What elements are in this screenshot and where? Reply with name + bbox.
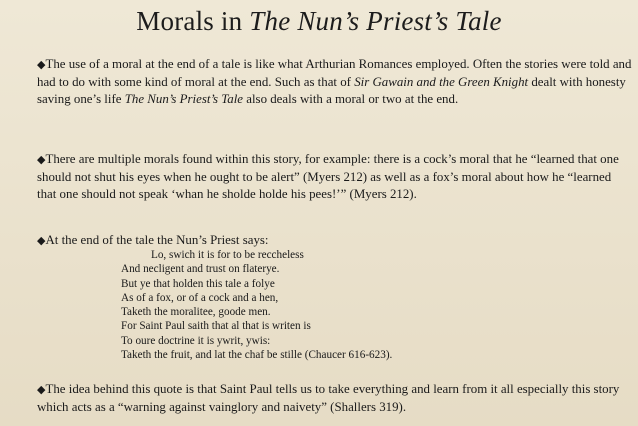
bullet-2-text: There are multiple morals found within this story, for example: there is a cock’s moral that he “learned that one should not shut his eyes when he ought to be alert” (Myers 212) as well as a fox’s moral about how he “learned that one should not speak ‘whan he sholde holde his pees!’” (Myers 212). [37,152,619,202]
bullet-1-text-2: dealt with honesty saving one’s life [37,75,626,107]
slide-title [0,6,638,37]
quote-line: To oure doctrine it is ywrit, ywis: [121,334,271,347]
bullet-idea-behind-quote [37,381,633,416]
bullet-multiple-morals [37,151,633,204]
bullet-1-italic-2: The Nun’s Priest’s Tale [124,92,244,107]
quote-line: Taketh the fruit, and lat the chaf be stille (Chaucer 616-623). [121,349,393,362]
quote-line: Taketh the moralitee, goode men. [121,306,271,319]
bullet-3-text: At the end of the tale the Nun’s Priest says: [45,233,269,247]
quote-line: Lo, swich it is for to be reccheless [151,249,304,261]
diamond-bullet-icon: ◆ [37,59,46,71]
bullet-1-text-3: also deals with a moral or two at the end. [243,92,459,107]
quote-line: But ye that holden this tale a folye [121,277,275,290]
bullet-1-text-1: The use of a moral at the end of a tale is like what Arthurian Romances employed. Often the stories were told and had to do with some kind of moral at the end. Such as that of [37,57,632,90]
diamond-bullet-icon: ◆ [37,384,46,396]
quote-line: And necligent and trust on flaterye. [121,263,280,276]
bullet-4-text: The idea behind this quote is that Saint Paul tells us to take everything and learn from it all especially this story which acts as a “warning against vainglory and naivety” (Shallers 319). [37,382,620,415]
bullet-arthurian-romances [37,56,633,109]
quote-line: For Saint Paul saith that al that is writen is [121,320,311,333]
quote-line: As of a fox, or of a cock and a hen, [121,291,279,304]
title-italic: The Nun’s Priest’s Tale [249,6,502,36]
chaucer-quote [121,248,392,362]
bullet-1-italic-1: Sir Gawain and the Green Knight [354,75,529,90]
diamond-bullet-icon: ◆ [37,154,46,166]
title-prefix: Morals in [136,6,250,36]
diamond-bullet-icon: ◆ [37,235,46,247]
